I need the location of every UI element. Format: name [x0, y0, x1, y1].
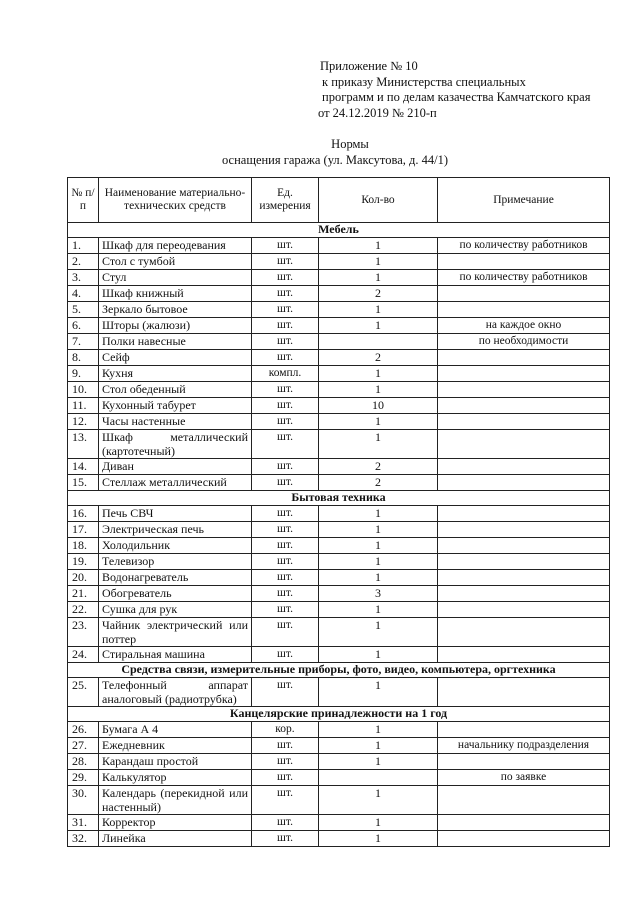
header-unit: Ед. измерения [252, 178, 319, 223]
row-number: 15. [68, 475, 99, 491]
table-header-row [68, 178, 610, 223]
table-row [68, 382, 610, 398]
row-quantity: 1 [319, 366, 438, 382]
row-name: Диван [99, 459, 252, 475]
row-unit: шт. [252, 786, 319, 815]
row-unit: шт. [252, 286, 319, 302]
row-unit: шт. [252, 350, 319, 366]
row-quantity: 1 [319, 238, 438, 254]
table-row [68, 786, 610, 815]
row-unit: шт. [252, 647, 319, 663]
row-name: Сейф [99, 350, 252, 366]
row-unit: шт. [252, 302, 319, 318]
row-quantity: 1 [319, 382, 438, 398]
table-row [68, 522, 610, 538]
section-title: Бытовая техника [68, 491, 610, 506]
row-note [438, 618, 610, 647]
row-note: начальнику подразделения [438, 738, 610, 754]
row-note: по необходимости [438, 334, 610, 350]
row-quantity: 1 [319, 678, 438, 707]
table-row [68, 647, 610, 663]
row-quantity: 1 [319, 722, 438, 738]
row-quantity: 1 [319, 270, 438, 286]
row-number: 8. [68, 350, 99, 366]
table-row [68, 554, 610, 570]
row-quantity [319, 770, 438, 786]
row-quantity: 1 [319, 430, 438, 459]
row-note [438, 302, 610, 318]
table-row [68, 770, 610, 786]
row-unit: шт. [252, 754, 319, 770]
row-unit: шт. [252, 538, 319, 554]
section-title: Канцелярские принадлежности на 1 год [68, 707, 610, 722]
row-note [438, 831, 610, 847]
row-unit: шт. [252, 678, 319, 707]
row-number: 1. [68, 238, 99, 254]
table-row [68, 414, 610, 430]
row-name: Стол с тумбой [99, 254, 252, 270]
row-name: Зеркало бытовое [99, 302, 252, 318]
row-note [438, 398, 610, 414]
table-row [68, 366, 610, 382]
row-number: 12. [68, 414, 99, 430]
row-quantity: 1 [319, 786, 438, 815]
row-note [438, 754, 610, 770]
row-number: 20. [68, 570, 99, 586]
row-number: 9. [68, 366, 99, 382]
row-number: 22. [68, 602, 99, 618]
equipment-table [67, 177, 610, 847]
row-note [438, 382, 610, 398]
header-note: Примечание [438, 178, 610, 223]
row-number: 25. [68, 678, 99, 707]
row-unit: шт. [252, 770, 319, 786]
row-unit: шт. [252, 238, 319, 254]
header-name: Наименование материально-технических средств [99, 178, 252, 223]
title-line-2: оснащения гаража (ул. Максутова, д. 44/1) [221, 152, 449, 167]
header-num: № п/п [68, 178, 99, 223]
row-number: 16. [68, 506, 99, 522]
table-row [68, 538, 610, 554]
row-note [438, 506, 610, 522]
appendix-line-4: от 24.12.2019 № 210-п [318, 105, 437, 120]
row-number: 18. [68, 538, 99, 554]
row-note [438, 414, 610, 430]
row-unit: шт. [252, 430, 319, 459]
row-quantity: 10 [319, 398, 438, 414]
section-header-row [68, 663, 610, 678]
row-name: Полки навесные [99, 334, 252, 350]
row-unit: шт. [252, 618, 319, 647]
table-row [68, 398, 610, 414]
section-title: Мебель [68, 223, 610, 238]
row-quantity: 1 [319, 554, 438, 570]
row-name: Ежедневник [99, 738, 252, 754]
row-number: 14. [68, 459, 99, 475]
row-quantity: 1 [319, 302, 438, 318]
row-name: Холодильник [99, 538, 252, 554]
row-quantity: 1 [319, 831, 438, 847]
row-quantity: 1 [319, 754, 438, 770]
row-note [438, 647, 610, 663]
table-row [68, 570, 610, 586]
row-unit: шт. [252, 382, 319, 398]
table-row [68, 738, 610, 754]
row-note [438, 722, 610, 738]
table-row [68, 318, 610, 334]
row-name: Карандаш простой [99, 754, 252, 770]
row-unit: шт. [252, 398, 319, 414]
row-unit: шт. [252, 506, 319, 522]
table-row [68, 618, 610, 647]
row-note: по количеству работников [438, 270, 610, 286]
row-name: Стол обеденный [99, 382, 252, 398]
row-number: 23. [68, 618, 99, 647]
row-note [438, 554, 610, 570]
row-name: Кухня [99, 366, 252, 382]
row-note [438, 815, 610, 831]
row-number: 4. [68, 286, 99, 302]
row-name: Калькулятор [99, 770, 252, 786]
row-note [438, 586, 610, 602]
table-row [68, 286, 610, 302]
row-unit: компл. [252, 366, 319, 382]
row-quantity: 1 [319, 414, 438, 430]
table-row [68, 334, 610, 350]
table-row [68, 678, 610, 707]
row-number: 19. [68, 554, 99, 570]
row-quantity: 1 [319, 570, 438, 586]
row-number: 26. [68, 722, 99, 738]
row-unit: шт. [252, 831, 319, 847]
row-quantity: 2 [319, 350, 438, 366]
row-quantity: 2 [319, 459, 438, 475]
row-note [438, 602, 610, 618]
section-header-row [68, 707, 610, 722]
row-name: Кухонный табурет [99, 398, 252, 414]
row-number: 11. [68, 398, 99, 414]
row-number: 27. [68, 738, 99, 754]
row-quantity: 1 [319, 602, 438, 618]
row-quantity: 1 [319, 815, 438, 831]
row-unit: шт. [252, 738, 319, 754]
row-number: 2. [68, 254, 99, 270]
table-body [68, 223, 610, 847]
row-quantity: 1 [319, 538, 438, 554]
row-name: Шкаф книжный [99, 286, 252, 302]
section-header-row [68, 223, 610, 238]
row-unit: шт. [252, 586, 319, 602]
row-number: 10. [68, 382, 99, 398]
row-unit: шт. [252, 475, 319, 491]
row-number: 32. [68, 831, 99, 847]
row-note: на каждое окно [438, 318, 610, 334]
row-quantity: 1 [319, 522, 438, 538]
row-number: 28. [68, 754, 99, 770]
table-row [68, 459, 610, 475]
row-name: Обогреватель [99, 586, 252, 602]
row-note [438, 522, 610, 538]
row-note [438, 570, 610, 586]
row-quantity: 1 [319, 254, 438, 270]
row-number: 31. [68, 815, 99, 831]
row-note [438, 430, 610, 459]
row-name: Телевизор [99, 554, 252, 570]
row-note: по заявке [438, 770, 610, 786]
row-unit: шт. [252, 334, 319, 350]
row-note [438, 475, 610, 491]
row-name: Стиральная машина [99, 647, 252, 663]
row-name: Линейка [99, 831, 252, 847]
table-row [68, 302, 610, 318]
table-row [68, 430, 610, 459]
row-quantity: 1 [319, 618, 438, 647]
row-name: Водонагреватель [99, 570, 252, 586]
row-quantity: 2 [319, 286, 438, 302]
table-row [68, 254, 610, 270]
row-quantity [319, 334, 438, 350]
row-name: Телефонный аппарат аналоговый (радиотрубка) [99, 678, 252, 707]
appendix-line-3: программ и по делам казачества Камчатского края [322, 90, 591, 104]
row-name: Сушка для рук [99, 602, 252, 618]
row-number: 17. [68, 522, 99, 538]
row-note [438, 350, 610, 366]
row-unit: шт. [252, 602, 319, 618]
table-row [68, 754, 610, 770]
row-unit: шт. [252, 815, 319, 831]
table-row [68, 506, 610, 522]
row-number: 6. [68, 318, 99, 334]
row-number: 5. [68, 302, 99, 318]
row-number: 7. [68, 334, 99, 350]
table-row [68, 270, 610, 286]
row-unit: шт. [252, 459, 319, 475]
row-name: Стул [99, 270, 252, 286]
document-title [0, 137, 640, 168]
row-note [438, 286, 610, 302]
appendix-line-1: Приложение № 10 [320, 59, 418, 73]
row-note [438, 459, 610, 475]
row-unit: шт. [252, 554, 319, 570]
row-unit: шт. [252, 522, 319, 538]
table-row [68, 475, 610, 491]
row-name: Часы настенные [99, 414, 252, 430]
row-number: 29. [68, 770, 99, 786]
row-unit: шт. [252, 414, 319, 430]
row-note [438, 678, 610, 707]
row-quantity: 1 [319, 318, 438, 334]
row-note: по количеству работников [438, 238, 610, 254]
row-quantity: 1 [319, 647, 438, 663]
row-quantity: 3 [319, 586, 438, 602]
table-row [68, 722, 610, 738]
row-name: Шторы (жалюзи) [99, 318, 252, 334]
row-number: 3. [68, 270, 99, 286]
table-row [68, 831, 610, 847]
header-qty: Кол-во [319, 178, 438, 223]
appendix-line-2: к приказу Министерства специальных [322, 74, 526, 89]
row-name: Электрическая печь [99, 522, 252, 538]
row-quantity: 2 [319, 475, 438, 491]
row-note [438, 786, 610, 815]
row-number: 21. [68, 586, 99, 602]
row-number: 24. [68, 647, 99, 663]
row-name: Бумага А 4 [99, 722, 252, 738]
row-number: 13. [68, 430, 99, 459]
title-line-1: Нормы [331, 137, 369, 151]
row-note [438, 254, 610, 270]
row-quantity: 1 [319, 506, 438, 522]
row-name: Календарь (перекидной или настенный) [99, 786, 252, 815]
row-quantity: 1 [319, 738, 438, 754]
row-unit: кор. [252, 722, 319, 738]
row-unit: шт. [252, 570, 319, 586]
row-unit: шт. [252, 318, 319, 334]
row-note [438, 538, 610, 554]
row-name: Шкаф для переодевания [99, 238, 252, 254]
row-name: Чайник электрический или поттер [99, 618, 252, 647]
row-name: Корректор [99, 815, 252, 831]
table-row [68, 350, 610, 366]
table-row [68, 238, 610, 254]
appendix-reference [318, 59, 618, 121]
row-note [438, 366, 610, 382]
row-name: Шкаф металлический (картотечный) [99, 430, 252, 459]
section-title: Средства связи, измерительные приборы, фото, видео, компьютера, оргтехника [68, 663, 610, 678]
section-header-row [68, 491, 610, 506]
row-unit: шт. [252, 254, 319, 270]
row-name: Печь СВЧ [99, 506, 252, 522]
table-row [68, 815, 610, 831]
row-name: Стеллаж металлический [99, 475, 252, 491]
table-row [68, 586, 610, 602]
row-number: 30. [68, 786, 99, 815]
row-unit: шт. [252, 270, 319, 286]
table-row [68, 602, 610, 618]
